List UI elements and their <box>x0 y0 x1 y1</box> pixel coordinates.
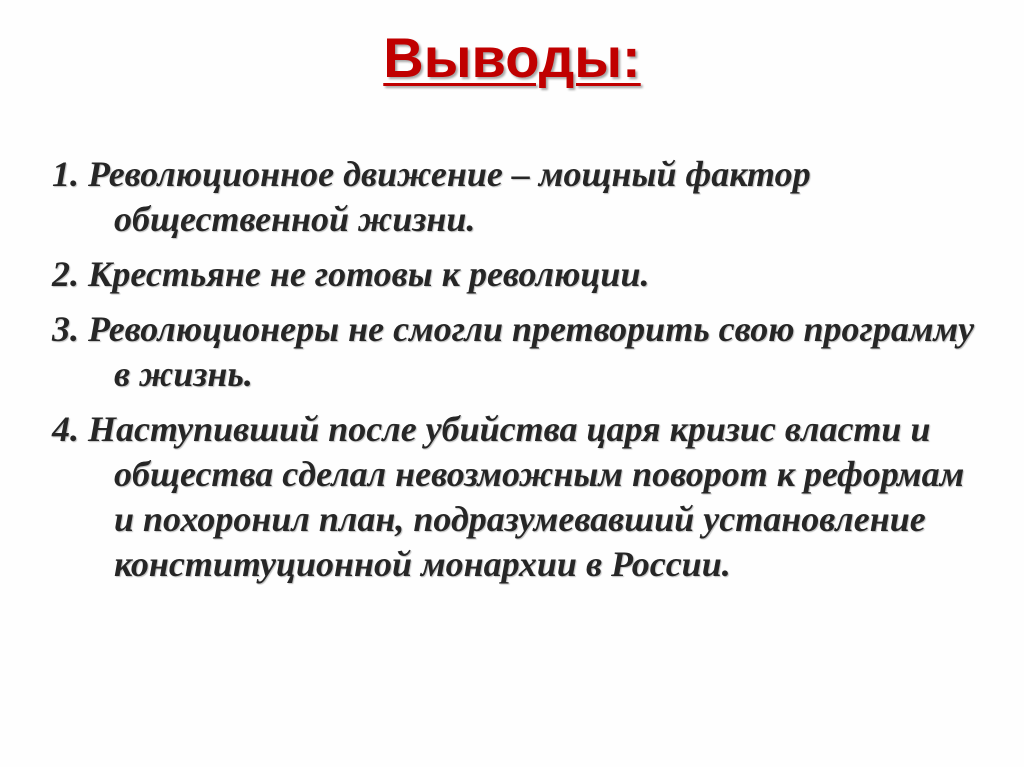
slide-title: Выводы: <box>383 26 641 89</box>
list-item: 1. Революционное движение – мощный фактор общественной жизни. <box>52 154 811 239</box>
list-item: 2. Крестьяне не готовы к революции. <box>52 254 650 294</box>
list-item: 3. Революционеры не смогли претворить свою программу в жизнь. <box>52 309 975 394</box>
conclusions-list <box>52 152 982 597</box>
list-item: 4. Наступивший после убийства царя кризис власти и общества сделал невозможным поворот к реформам и похоронил план, подразумевавший установление конституционной монархии в России. <box>52 409 965 584</box>
